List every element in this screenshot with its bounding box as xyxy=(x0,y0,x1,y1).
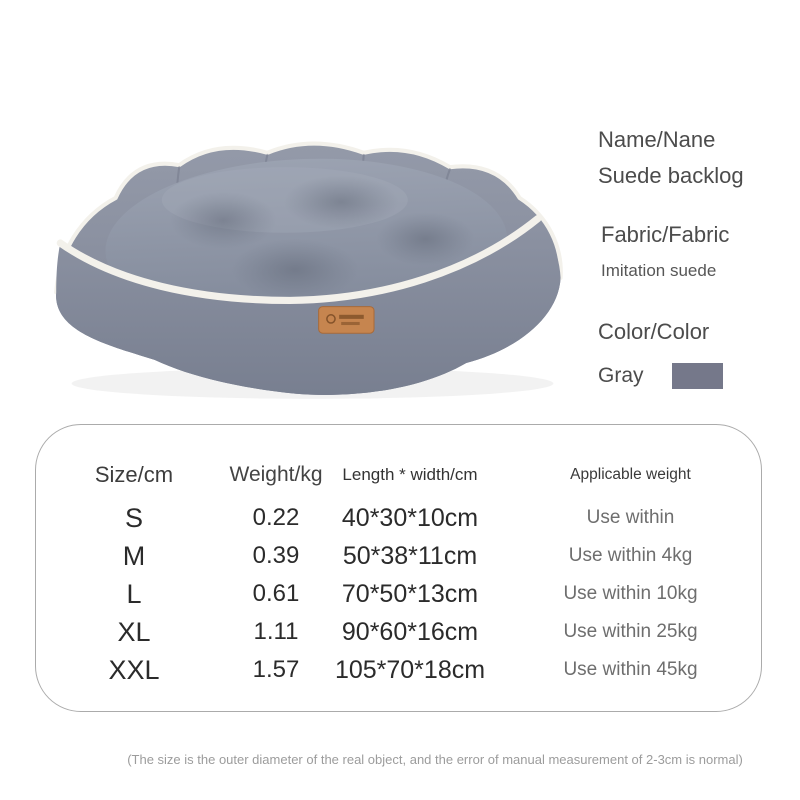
color-group xyxy=(598,319,793,389)
cell-dimensions: 50*38*11cm xyxy=(342,541,478,570)
gray-color-swatch xyxy=(672,363,723,389)
cell-weight: 0.61 xyxy=(252,580,300,607)
table-row xyxy=(36,575,761,613)
product-photo-pet-bed xyxy=(25,120,600,405)
cell-applicable: Use within 25kg xyxy=(563,621,698,642)
fabric-group xyxy=(598,222,793,281)
table-row xyxy=(36,651,761,689)
cell-weight: 0.22 xyxy=(252,504,300,531)
name-value: Suede backlog xyxy=(598,163,744,188)
header-dimensions: Length * width/cm xyxy=(342,465,478,484)
size-table-card xyxy=(35,424,762,712)
brand-tag xyxy=(319,307,374,334)
cell-applicable: Use within xyxy=(586,507,675,528)
cell-size: S xyxy=(124,502,143,533)
cell-dimensions: 90*60*16cm xyxy=(341,617,479,646)
cell-weight: 1.57 xyxy=(252,656,300,683)
color-value: Gray xyxy=(598,364,644,387)
name-group xyxy=(598,127,793,189)
fabric-label: Fabric/Fabric xyxy=(601,222,730,247)
table-row xyxy=(36,613,761,651)
cell-dimensions: 40*30*10cm xyxy=(341,503,479,532)
cell-weight: 1.11 xyxy=(253,618,299,645)
cell-size: XXL xyxy=(108,654,160,685)
cell-size: L xyxy=(126,578,142,609)
pet-bed-illustration xyxy=(25,120,600,405)
fabric-value: Imitation suede xyxy=(601,261,717,280)
color-label: Color/Color xyxy=(598,319,710,344)
cell-dimensions: 70*50*13cm xyxy=(341,579,479,608)
cell-size: XL xyxy=(117,616,151,647)
size-table-header xyxy=(36,451,761,499)
header-weight: Weight/kg xyxy=(229,463,323,486)
name-label: Name/Nane xyxy=(598,127,716,152)
header-size: Size/cm xyxy=(94,462,174,487)
table-row xyxy=(36,537,761,575)
header-applicable: Applicable weight xyxy=(570,466,691,483)
cell-applicable: Use within 4kg xyxy=(568,545,693,566)
cell-dimensions: 105*70*18cm xyxy=(334,655,486,684)
cell-applicable: Use within 45kg xyxy=(563,659,698,680)
measurement-note: (The size is the outer diameter of the real object, and the error of manual measurement of 2-3cm is normal) xyxy=(127,752,743,767)
cell-size: M xyxy=(122,540,146,571)
table-row xyxy=(36,499,761,537)
cell-applicable: Use within 10kg xyxy=(563,583,698,604)
color-row xyxy=(598,363,793,389)
product-info-panel xyxy=(598,127,793,389)
cell-weight: 0.39 xyxy=(252,542,300,569)
